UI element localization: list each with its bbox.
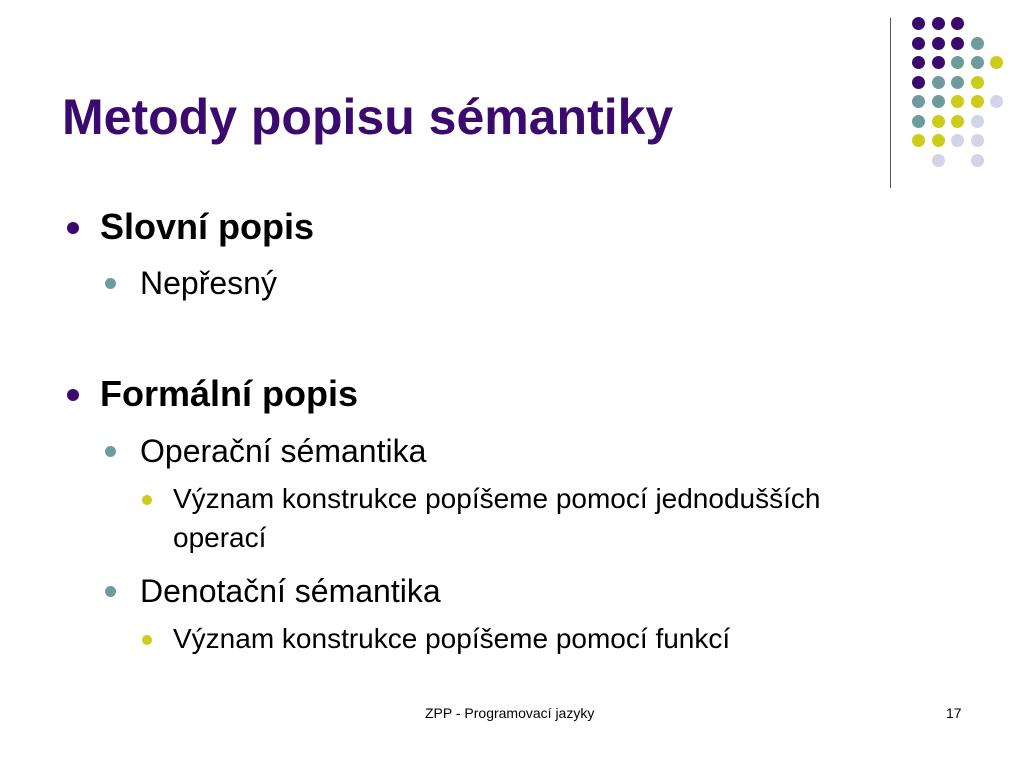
bullet-text: Denotační sémantika xyxy=(140,573,441,609)
decorative-dot xyxy=(990,56,1003,69)
bullet-text: Slovní popis xyxy=(100,206,315,247)
bullet-text: Operační sémantika xyxy=(140,433,427,469)
decorative-dot xyxy=(971,134,984,147)
decorative-dot xyxy=(971,115,984,128)
decorative-dot xyxy=(971,95,984,108)
decorative-dot xyxy=(990,95,1003,108)
decorative-dot xyxy=(932,56,945,69)
decorative-dot xyxy=(951,17,964,30)
page-number: 17 xyxy=(946,705,962,721)
decorative-dot xyxy=(951,95,964,108)
decorative-dot xyxy=(912,115,925,128)
bullet-text: Význam konstrukce popíšeme pomocí jednodušších xyxy=(173,483,821,514)
footer-text: ZPP - Programovací jazyky xyxy=(425,705,595,721)
decorative-dot xyxy=(971,76,984,89)
decorative-dot xyxy=(951,56,964,69)
bullet-dot-icon xyxy=(67,222,79,234)
decorative-dot xyxy=(951,115,964,128)
decorative-dot xyxy=(912,134,925,147)
decorative-dot xyxy=(932,134,945,147)
decorative-dot xyxy=(932,115,945,128)
bullet-text: Význam konstrukce popíšeme pomocí funkcí xyxy=(173,623,731,654)
decorative-dot xyxy=(912,76,925,89)
bullet-dot-icon xyxy=(105,446,116,457)
decorative-dot xyxy=(971,37,984,50)
decorative-dot xyxy=(932,76,945,89)
decorative-dot xyxy=(932,37,945,50)
decorative-dot xyxy=(932,17,945,30)
decorative-dot xyxy=(971,154,984,167)
bullet-dot-icon xyxy=(142,495,152,505)
decorative-dot xyxy=(951,76,964,89)
bullet-dot-icon xyxy=(105,278,116,289)
decorative-dot xyxy=(951,134,964,147)
decorative-dot xyxy=(932,154,945,167)
decorative-dot xyxy=(951,37,964,50)
bullet-dot-icon xyxy=(105,586,116,597)
decorative-dot xyxy=(932,95,945,108)
bullet-dot-icon xyxy=(67,389,79,401)
decorative-dot xyxy=(912,17,925,30)
bullet-dot-icon xyxy=(142,635,152,645)
decorative-dot xyxy=(912,56,925,69)
decorative-dot xyxy=(912,37,925,50)
decorative-dot xyxy=(912,95,925,108)
bullet-text: Formální popis xyxy=(100,373,359,414)
bullet-text-continuation: operací xyxy=(173,522,267,553)
bullet-text: Nepřesný xyxy=(140,265,277,301)
vertical-divider xyxy=(890,18,891,188)
slide-title: Metody popisu sémantiky xyxy=(62,89,674,145)
decorative-dot xyxy=(971,56,984,69)
